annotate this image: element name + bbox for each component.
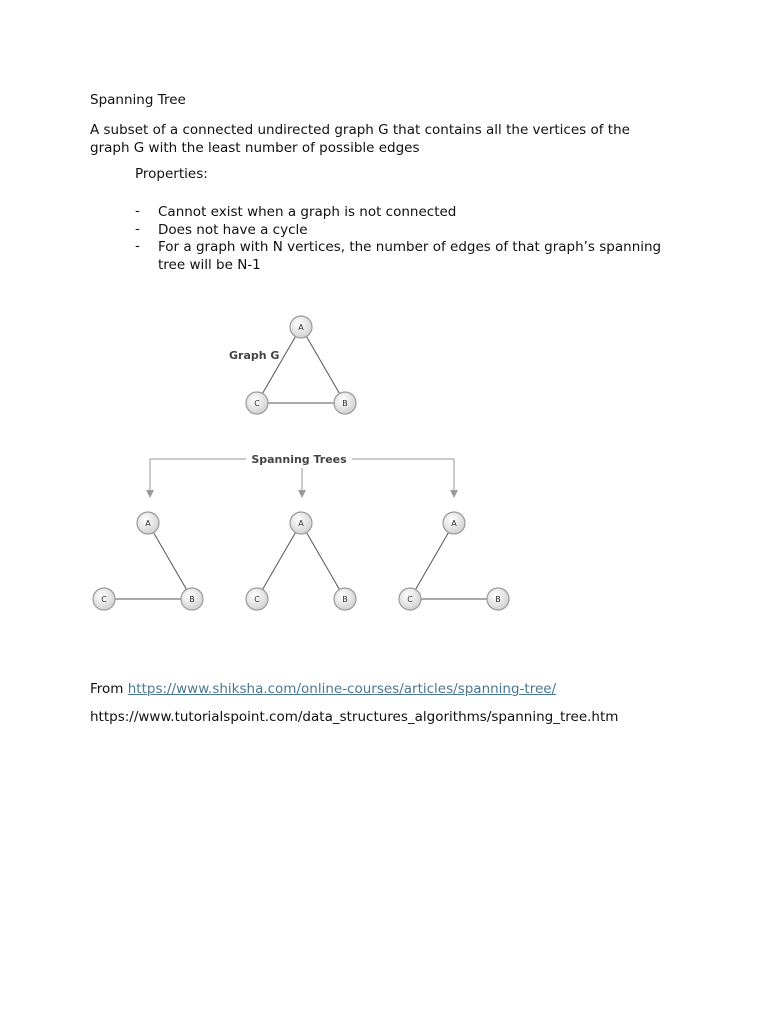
tree2-edge-ac — [257, 523, 301, 599]
bullet-dash: - — [135, 203, 140, 219]
source-line-1 — [90, 681, 556, 697]
bullet-item-continuation: tree will be N-1 — [158, 257, 261, 273]
svg-text:C: C — [254, 399, 260, 408]
tree3-edge-ac — [410, 523, 454, 599]
bullet-item: Cannot exist when a graph is not connected — [158, 204, 457, 220]
definition-line-1: A subset of a connected undirected graph G that contains all the vertices of the — [90, 122, 630, 138]
source-link[interactable]: https://www.shiksha.com/online-courses/articles/spanning-tree/ — [127, 681, 557, 697]
bullet-dash: - — [135, 221, 140, 237]
spanning-tree-diagram — [80, 300, 530, 630]
from-label: From — [90, 681, 128, 697]
document-title: Spanning Tree — [90, 92, 186, 108]
svg-text:C: C — [101, 595, 107, 604]
properties-label: Properties: — [135, 166, 208, 182]
edge-ab — [301, 327, 345, 403]
spanning-tree-figure — [80, 300, 530, 634]
svg-text:B: B — [342, 595, 348, 604]
tree2-edge-ab — [301, 523, 345, 599]
definition-line-2: graph G with the least number of possible edges — [90, 140, 420, 156]
arrow-left — [150, 459, 246, 494]
tree1-node-b — [181, 588, 203, 610]
bullet-item: For a graph with N vertices, the number of edges of that graph’s spanning — [158, 239, 662, 255]
tree1-edge-ab — [148, 523, 192, 599]
svg-text:A: A — [451, 519, 457, 528]
node-a — [290, 316, 312, 338]
node-b — [334, 392, 356, 414]
svg-text:A: A — [298, 519, 304, 528]
svg-text:B: B — [342, 399, 348, 408]
svg-text:A: A — [298, 323, 304, 332]
source-line-2: https://www.tutorialspoint.com/data_structures_algorithms/spanning_tree.htm — [90, 709, 619, 725]
tree3-node-b — [487, 588, 509, 610]
tree3-node-c — [399, 588, 421, 610]
graph-label: Graph G — [229, 349, 280, 362]
edge-ac — [257, 327, 301, 403]
svg-text:B: B — [495, 595, 501, 604]
svg-text:A: A — [145, 519, 151, 528]
tree2-node-b — [334, 588, 356, 610]
tree2-node-c — [246, 588, 268, 610]
arrow-right — [352, 459, 454, 494]
spanning-trees-label: Spanning Trees — [251, 453, 347, 466]
tree1-node-a — [137, 512, 159, 534]
bullet-dash: - — [135, 238, 140, 254]
tree1-node-c — [93, 588, 115, 610]
svg-text:B: B — [189, 595, 195, 604]
svg-text:C: C — [254, 595, 260, 604]
tree3-node-a — [443, 512, 465, 534]
tree2-node-a — [290, 512, 312, 534]
svg-text:C: C — [407, 595, 413, 604]
node-c — [246, 392, 268, 414]
bullet-item: Does not have a cycle — [158, 222, 308, 238]
